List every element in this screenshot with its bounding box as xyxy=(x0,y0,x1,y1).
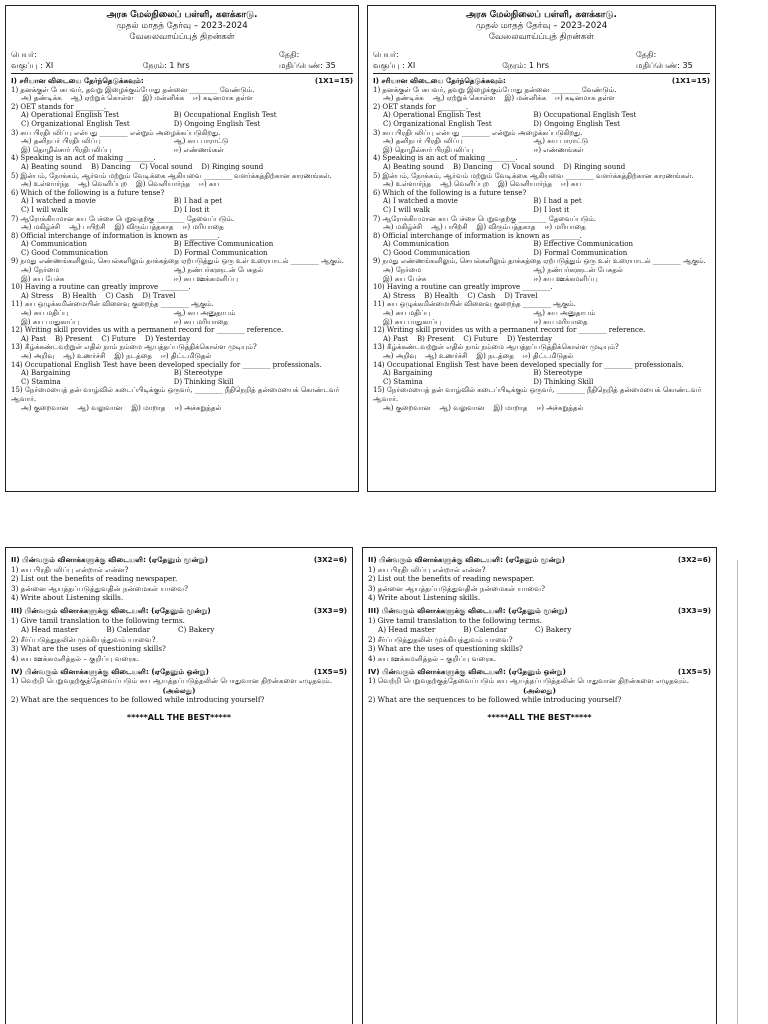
mcq-option: இ) மன்னிக்க xyxy=(504,94,547,103)
mcq-option: C) Good Communication xyxy=(21,248,109,257)
exam-name: முதல் மாதத் தேர்வு – 2023-2024 xyxy=(475,21,608,31)
mcq-options xyxy=(11,163,353,172)
mcq-option: D) Travel xyxy=(504,291,538,300)
section-3-heading: III) பின்வரும் வினாக்களுக்கு விடையளி: (ஏதேனும் மூன்று) (3X3=9) xyxy=(11,605,347,615)
mcq-question: 11) சுய ஒழுக்கமின்மையின் விளைவு குறைந்த ________ ஆகும். xyxy=(373,300,576,309)
mcq-options xyxy=(11,309,353,326)
mcq-options xyxy=(373,197,710,214)
mcq-question: 12) Writing skill provides us with a permanent record for ________ reference. xyxy=(373,326,646,335)
mcq-option: A) Past xyxy=(383,334,408,343)
mcq-option: C) I will walk xyxy=(383,205,430,214)
mcq-question: 10) Having a routine can greatly improve ________. xyxy=(11,283,191,292)
s4-question: 2) What are the sequences to be followed while introducing yourself? xyxy=(368,695,622,705)
mcq-option: ஆ) நண்பர்களுடன் பேசுதல் xyxy=(533,266,623,275)
mcq-option: B) Dancing xyxy=(453,162,493,171)
mcq-options xyxy=(373,223,710,232)
mcq-option: இ) சுய பேச்சு xyxy=(383,274,427,283)
mcq-question: 3) சுய பிரதிபலிப்பு என்பது ________ என்றும் அழைக்கப்படுகிறது. xyxy=(11,128,221,137)
mcq-option: C) Vocal sound xyxy=(501,162,555,171)
section-1-heading: I) சரியான விடையை தேர்ந்தெடுக்கவும்: (1X1=15) xyxy=(373,76,710,85)
time-label: நேரம்: 1 hrs xyxy=(502,61,550,70)
time-label: நேரம்: 1 hrs xyxy=(142,61,190,70)
mcq-option: B) Stereotype xyxy=(173,369,223,378)
mcq-option: D) Yesterday xyxy=(506,334,553,343)
mcq-question: 13) கீழ்க்கண்டவற்றுள் எதில் நாம் நம்மை ஆயத்தப்படுத்திக்கொள்ள முடியும்? xyxy=(373,343,619,352)
mcq-options xyxy=(373,111,710,128)
mcq-option: அ) நேர்மை xyxy=(383,266,422,275)
mcq-question: 9) நமது எண்ணங்களிலும், செயல்களிலும் தாக்கத்தை ஏற்படுத்தும் ஒரு உள் உரையாடல் ________ ஆகும். xyxy=(373,257,706,266)
page-edge-line xyxy=(737,560,738,1024)
closing-wish: *****ALL THE BEST***** xyxy=(487,712,592,722)
mcq-option: அ) தனிநபர் பிரதிபலிப்பு xyxy=(383,137,463,146)
s2-question: 4) Write about Listening skills. xyxy=(368,593,481,603)
mcq-option: D) Thinking Skill xyxy=(173,377,234,386)
mcq-option: C) Good Communication xyxy=(383,248,471,257)
mcq-option: B) Effective Communication xyxy=(533,240,633,249)
mcq-question: 6) Which of the following is a future tense? xyxy=(373,188,527,197)
mcq-option: A) Bargaining xyxy=(21,369,71,378)
mcq-option: அ) நேர்மை xyxy=(21,266,60,275)
s3-question: 1) Give tamil translation to the following terms. xyxy=(368,615,542,625)
mcq-question: 14) Occupational English Test have been developed specially for ________ professionals. xyxy=(373,360,684,369)
mcq-option: அ) தண்டிக்க xyxy=(21,94,62,103)
mcq-option: ஆ) பயிற்சி xyxy=(431,223,468,232)
section-3-heading: III) பின்வரும் வினாக்களுக்கு விடையளி: (ஏதேனும் மூன்று) (3X3=9) xyxy=(368,605,711,615)
mcq-question: 15) நேர்மையைத் தன் வாழ்வில் கடைப்பிடிக்கும் ஒருவர், ________ நீதிநெறித் தன்மையைக் கொண்டவர் ஆவார். xyxy=(11,386,340,403)
section-4-heading: IV) பின்வரும் வினாக்களுக்கு விடையளி: (ஏதேனும் ஒன்று) (1X5=5) xyxy=(11,666,347,676)
mcq-option: A) Operational English Test xyxy=(383,111,481,120)
s2-question: 3) தன்னை ஆயத்தப்படுத்துவதின் நன்மைகள் யாவை? xyxy=(11,583,189,593)
question-paper-bottom-right xyxy=(362,547,717,1024)
mcq-option: A) Operational English Test xyxy=(21,111,119,120)
mcq-option: A) I watched a movie xyxy=(21,197,96,206)
mcq-options xyxy=(11,137,353,154)
mcq-option: D) Formal Communication xyxy=(533,248,628,257)
mcq-option: இ) தொழில்சார் பிரதிபலிப்பு xyxy=(383,145,474,154)
mcq-options xyxy=(11,292,353,301)
mcq-option: B) Effective Communication xyxy=(173,240,274,249)
exam-name: முதல் மாதத் தேர்வு – 2023-2024 xyxy=(116,21,248,31)
subject-name: வேலைவாய்ப்புத் திறன்கள் xyxy=(488,32,595,42)
name-label: பெயர்: xyxy=(11,50,37,59)
mcq-question: 8) Official interchange of information is known as ________. xyxy=(11,231,220,240)
mcq-options xyxy=(373,180,710,189)
s3-question: 2) சீர்ப்படுத்துதலின் முக்கியத்துவம் யாவை? xyxy=(11,634,156,644)
mcq-question: 10) Having a routine can greatly improve ________. xyxy=(373,283,553,292)
mcq-option: C) Future xyxy=(463,334,498,343)
mcq-option: ஈ) சுய ஊக்கமளிப்பு xyxy=(173,274,238,283)
divider xyxy=(373,73,710,74)
mcq-question: 1) தனக்குள் பேசுபவர், தவறு இழைக்கும்போது தன்னை ________ வேண்டும். xyxy=(11,85,255,94)
meta-row-2 xyxy=(11,60,353,71)
mcq-option: ஆ) ஏற்றுக் கொள்ள xyxy=(70,94,134,103)
mcq-option: இ) மாறாத xyxy=(131,403,166,412)
mcq-option: B) Occupational English Test xyxy=(173,111,277,120)
mcq-option: A) Bargaining xyxy=(383,369,433,378)
mcq-option: ஈ) மரியாதை xyxy=(182,223,224,232)
section-2-heading: II) பின்வரும் வினாக்களுக்கு விடையளி: (ஏதேனும் மூன்று) (3X2=6) xyxy=(11,555,347,564)
s4-question: 1) வெற்றி பெறுவதற்குத்தேவைப்படும் சுய ஆயத்தப்படுத்தலின் பொதுவான திறன்களை எழுதவும். xyxy=(368,676,690,686)
date-label: தேதி: xyxy=(279,50,300,59)
mcq-options xyxy=(11,240,353,257)
mcq-option: இ) சுய பாதுகாப்பு xyxy=(383,317,442,326)
mcq-option: ஆ) வெளிப்புற xyxy=(440,180,489,189)
mcq-question: 12) Writing skill provides us with a permanent record for ________ reference. xyxy=(11,326,284,335)
mcq-option: C) Organizational English Test xyxy=(383,119,492,128)
meta-row-2 xyxy=(373,60,710,71)
mcq-options xyxy=(373,352,710,361)
mcq-option: இ) வெளியார்ந்த xyxy=(497,180,553,189)
mcq-option: ஆ) உணர்ச்சி xyxy=(63,352,106,360)
mcq-option: A) Communication xyxy=(21,240,87,249)
mcq-question: 9) நமது எண்ணங்களிலும், செயல்களிலும் தாக்கத்தை ஏற்படுத்தும் ஒரு உள் உரையாடல் ________ ஆகும். xyxy=(11,257,344,266)
section-4-heading: IV) பின்வரும் வினாக்களுக்கு விடையளி: (ஏதேனும் ஒன்று) (1X5=5) xyxy=(368,666,711,676)
mcq-option: இ) நடத்தை xyxy=(476,352,514,360)
mcq-option: D) I lost it xyxy=(533,205,570,214)
s4-question: 2) What are the sequences to be followed while introducing yourself? xyxy=(11,695,265,705)
mcq-question: 15) நேர்மையைத் தன் வாழ்வில் கடைப்பிடிக்கும் ஒருவர், ________ நீதிநெறித் தன்மையைக் கொண்டவர் ஆவார். xyxy=(373,386,702,403)
mcq-option: D) Ongoing English Test xyxy=(173,119,261,128)
name-label: பெயர்: xyxy=(373,50,399,59)
mcq-option: C) Stamina xyxy=(21,377,61,386)
mcq-option: ஆ) வெளிப்புற xyxy=(78,180,127,189)
mcq-option: ஈ) கடினமாக தள்ள xyxy=(555,94,615,103)
mcq-options xyxy=(373,335,710,344)
mcq-option: ஈ) சுய xyxy=(561,180,582,189)
mcq-option: ஆ) நண்பர்களுடன் பேசுதல் xyxy=(173,266,263,275)
mcq-question: 13) கீழ்க்கண்டவற்றுள் எதில் நாம் நம்மை ஆயத்தப்படுத்திக்கொள்ள முடியும்? xyxy=(11,343,257,352)
mcq-options xyxy=(11,197,353,214)
mcq-option: ஈ) கடினமாக தள்ள xyxy=(193,94,253,103)
mcq-option: D) Yesterday xyxy=(144,334,191,343)
mcq-option: அ) குறைவான xyxy=(383,403,431,412)
mcq-option: அ) சுய மதிப்பு xyxy=(383,309,431,318)
mcq-option: இ) விரும்பத்தகாத xyxy=(476,223,536,232)
mcq-options xyxy=(373,369,710,386)
mcq-options xyxy=(11,335,353,344)
or-separator: (அல்லது) xyxy=(162,685,196,695)
or-separator: (அல்லது) xyxy=(523,685,556,695)
s2-question: 1) சுய பிரதிபலிப்பு என்றால் என்ன? xyxy=(11,564,129,574)
school-name: அரசு மேல்நிலைப் பள்ளி, களக்காடு. xyxy=(466,10,617,20)
mcq-option: ஈ) அச்சுறுத்தல் xyxy=(536,403,584,412)
mcq-option: A) Past xyxy=(21,334,46,343)
s3-question: 4) சுய ஊக்கமளித்தல் – குறிப்பு வரைக. xyxy=(11,653,140,663)
mcq-option: இ) மன்னிக்க xyxy=(142,94,185,103)
mcq-option: C) Organizational English Test xyxy=(21,119,130,128)
paper-header xyxy=(373,10,710,43)
mcq-list xyxy=(373,86,710,413)
mcq-options xyxy=(11,266,353,283)
mcq-question: 3) சுய பிரதிபலிப்பு என்பது ________ என்றும் அழைக்கப்படுகிறது. xyxy=(373,128,583,137)
s3-question: 2) சீர்ப்படுத்துதலின் முக்கியத்துவம் யாவை? xyxy=(368,634,513,644)
mcq-option: அ) மகிழ்ச்சி xyxy=(383,223,423,232)
mcq-option: B) Present xyxy=(417,334,455,343)
mcq-question: 11) சுய ஒழுக்கமின்மையின் விளைவு குறைந்த ________ ஆகும். xyxy=(11,300,214,309)
mcq-option: ஈ) மரியாதை xyxy=(544,223,586,232)
mcq-option: C) Cash xyxy=(467,291,496,300)
mcq-question: 2) OET stands for ________. xyxy=(11,102,107,111)
mcq-option: அ) சுய மதிப்பு xyxy=(21,309,69,318)
mcq-options xyxy=(373,94,710,103)
mcq-option: B) Health xyxy=(424,291,459,300)
mcq-option: இ) சுய பேச்சு xyxy=(21,274,65,283)
s3-question: 3) What are the uses of questioning skills? xyxy=(11,644,166,654)
mcq-option: ஈ) சுய மரியாதை xyxy=(173,317,228,326)
mcq-option: A) Stress xyxy=(21,291,54,300)
mcq-option: D) Ringing sound xyxy=(201,162,264,171)
mcq-options xyxy=(11,369,353,386)
mcq-option: அ) உள்ளார்ந்த xyxy=(383,180,432,189)
marks-label: மதிப்பெண்: 35 xyxy=(279,61,336,70)
mcq-option: B) Health xyxy=(62,291,97,300)
mcq-option: A) I watched a movie xyxy=(383,197,458,206)
mcq-question: 5) இன்பம், நோக்கம், ஆர்வம் மற்றும் வேடிக்கை ஆகியவை ________ வளர்க்கத்திற்கான காரணங்கள். xyxy=(11,171,332,180)
mcq-option: D) Formal Communication xyxy=(173,248,268,257)
mcq-option: இ) விரும்பத்தகாத xyxy=(114,223,174,232)
mcq-option: D) Thinking Skill xyxy=(533,377,594,386)
mcq-option: ஆ) சுய பாராட்டு xyxy=(533,137,588,146)
s3-question: 4) சுய ஊக்கமளித்தல் – குறிப்பு வரைக. xyxy=(368,653,497,663)
mcq-option: ஆ) பயிற்சி xyxy=(69,223,106,232)
mcq-options xyxy=(373,163,710,172)
mcq-option: அ) அறிவு xyxy=(383,352,417,360)
meta-row-1 xyxy=(373,49,710,60)
s3-question: 1) Give tamil translation to the following terms. xyxy=(11,615,185,625)
mcq-option: C) I will walk xyxy=(21,205,68,214)
mcq-options xyxy=(11,180,353,189)
mcq-question: 2) OET stands for ________. xyxy=(373,102,469,111)
section-1-heading: I) சரியான விடையை தேர்ந்தெடுக்கவும்: (1X1=15) xyxy=(11,76,353,85)
mcq-option: ஆ) ஏற்றுக் கொள்ள xyxy=(432,94,496,103)
mcq-options xyxy=(373,309,710,326)
mcq-option: A) Beating sound xyxy=(21,162,83,171)
s2-question: 2) List out the benefits of reading newspaper. xyxy=(11,574,178,584)
school-name: அரசு மேல்நிலைப் பள்ளி, களக்காடு. xyxy=(106,10,258,20)
mcq-options xyxy=(373,292,710,301)
mcq-question: 8) Official interchange of information is known as ________. xyxy=(373,231,582,240)
mcq-options xyxy=(11,352,353,361)
meta-row-1 xyxy=(11,49,353,60)
mcq-question: 4) Speaking is an act of making ________. xyxy=(11,154,156,163)
section-2-heading: II) பின்வரும் வினாக்களுக்கு விடையளி: (ஏதேனும் மூன்று) (3X2=6) xyxy=(368,555,711,564)
mcq-option: ஈ) எண்ணங்கள் xyxy=(173,145,224,154)
mcq-option: ஆ) உணர்ச்சி xyxy=(425,352,468,360)
mcq-option: B) Stereotype xyxy=(533,369,583,378)
mcq-option: B) Present xyxy=(55,334,93,343)
mcq-list xyxy=(11,86,353,413)
mcq-option: அ) தனிநபர் பிரதிபலிப்பு xyxy=(21,137,101,146)
mcq-option: D) Ringing sound xyxy=(563,162,626,171)
mcq-options xyxy=(373,137,710,154)
mcq-option: D) Travel xyxy=(142,291,176,300)
mcq-options xyxy=(11,111,353,128)
s2-question: 1) சுய பிரதிபலிப்பு என்றால் என்ன? xyxy=(368,564,486,574)
s4-question: 1) வெற்றி பெறுவதற்குத்தேவைப்படும் சுய ஆயத்தப்படுத்தலின் பொதுவான திறன்களை எழுதவும். xyxy=(11,676,333,686)
question-paper-top-right xyxy=(367,5,716,492)
s3-question: 3) What are the uses of questioning skills? xyxy=(368,644,523,654)
mcq-option: ஈ) அச்சுறுத்தல் xyxy=(174,403,222,412)
mcq-question: 7) ஆரோக்கியமான சுய பேச்சை பெறுவதற்கு ________ தேவைப்படும். xyxy=(11,214,235,223)
mcq-option: ஆ) வலுவான xyxy=(439,403,485,412)
s3-terms: A) Head master B) Calendar C) Bakery xyxy=(21,625,215,635)
subject-name: வேலைவாய்ப்புத் திறன்கள் xyxy=(129,32,235,42)
question-paper-top-left xyxy=(5,5,359,492)
mcq-option: C) Stamina xyxy=(383,377,423,386)
mcq-option: ஈ) சுய xyxy=(199,180,220,189)
marks-label: மதிப்பெண்: 35 xyxy=(636,61,693,70)
mcq-option: ஈ) சுய மரியாதை xyxy=(533,317,588,326)
mcq-options xyxy=(373,240,710,257)
mcq-option: ஆ) சுய அனுதாபம் xyxy=(533,309,595,318)
class-label: வகுப்பு : XI xyxy=(11,61,54,70)
mcq-option: ஈ) திட்டமிடுதல் xyxy=(160,352,212,360)
mcq-options xyxy=(373,266,710,283)
mcq-option: இ) சுய பாதுகாப்பு xyxy=(21,317,80,326)
s2-question: 2) List out the benefits of reading newspaper. xyxy=(368,574,535,584)
s2-question: 4) Write about Listening skills. xyxy=(11,593,124,603)
mcq-question: 4) Speaking is an act of making ________. xyxy=(373,154,518,163)
mcq-option: இ) தொழில்சார் பிரதிபலிப்பு xyxy=(21,145,112,154)
mcq-option: D) I lost it xyxy=(173,205,210,214)
mcq-option: ஆ) வலுவான xyxy=(77,403,123,412)
mcq-option: C) Cash xyxy=(105,291,134,300)
s3-terms: A) Head master B) Calendar C) Bakery xyxy=(378,625,572,635)
mcq-option: அ) குறைவான xyxy=(21,403,69,412)
mcq-options xyxy=(11,223,353,232)
class-label: வகுப்பு : XI xyxy=(373,61,416,70)
mcq-option: D) Ongoing English Test xyxy=(533,119,620,128)
paper-header xyxy=(11,10,353,43)
mcq-option: ஈ) சுய ஊக்கமளிப்பு xyxy=(533,274,598,283)
mcq-option: C) Vocal sound xyxy=(139,162,193,171)
mcq-option: A) Stress xyxy=(383,291,416,300)
question-paper-bottom-left xyxy=(5,547,353,1024)
mcq-option: அ) உள்ளார்ந்த xyxy=(21,180,70,189)
mcq-option: ஈ) எண்ணங்கள் xyxy=(533,145,584,154)
mcq-option: B) I had a pet xyxy=(173,197,223,206)
mcq-option: C) Future xyxy=(101,334,136,343)
s2-question: 3) தன்னை ஆயத்தப்படுத்துவதின் நன்மைகள் யாவை? xyxy=(368,583,546,593)
closing-wish: *****ALL THE BEST***** xyxy=(126,712,232,722)
mcq-option: ஈ) திட்டமிடுதல் xyxy=(522,352,574,360)
mcq-options xyxy=(373,404,710,413)
mcq-option: B) I had a pet xyxy=(533,197,582,206)
mcq-option: B) Dancing xyxy=(91,162,131,171)
mcq-question: 6) Which of the following is a future tense? xyxy=(11,188,165,197)
mcq-question: 7) ஆரோக்கியமான சுய பேச்சை பெறுவதற்கு ________ தேவைப்படும். xyxy=(373,214,597,223)
mcq-option: A) Communication xyxy=(383,240,449,249)
mcq-option: A) Beating sound xyxy=(383,162,445,171)
mcq-option: ஆ) சுய அனுதாபம் xyxy=(173,309,236,318)
mcq-question: 14) Occupational English Test have been developed specially for ________ professionals. xyxy=(11,360,322,369)
divider xyxy=(11,73,353,74)
mcq-option: அ) மகிழ்ச்சி xyxy=(21,223,61,232)
mcq-option: இ) வெளியார்ந்த xyxy=(135,180,191,189)
mcq-option: இ) நடத்தை xyxy=(114,352,152,360)
mcq-option: இ) மாறாத xyxy=(493,403,528,412)
mcq-options xyxy=(11,94,353,103)
date-label: தேதி: xyxy=(636,50,657,59)
section-1 xyxy=(11,77,353,412)
mcq-options xyxy=(11,404,353,413)
section-1 xyxy=(373,77,710,412)
mcq-option: அ) தண்டிக்க xyxy=(383,94,424,103)
mcq-option: அ) அறிவு xyxy=(21,352,55,360)
mcq-option: ஆ) சுய பாராட்டு xyxy=(173,137,229,146)
mcq-question: 1) தனக்குள் பேசுபவர், தவறு இழைக்கும்போது தன்னை ________ வேண்டும். xyxy=(373,85,617,94)
mcq-option: B) Occupational English Test xyxy=(533,111,637,120)
mcq-question: 5) இன்பம், நோக்கம், ஆர்வம் மற்றும் வேடிக்கை ஆகியவை ________ வளர்க்கத்திற்கான காரணங்கள். xyxy=(373,171,694,180)
